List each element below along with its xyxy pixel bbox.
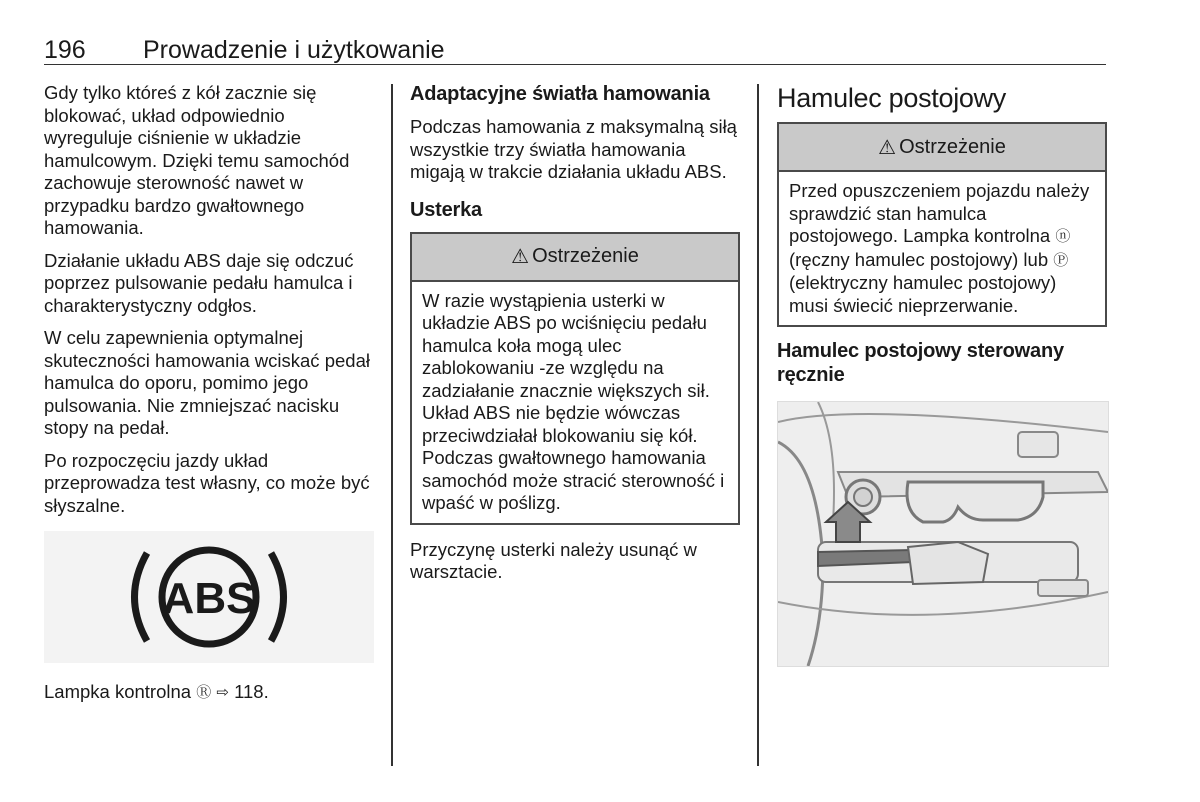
reference-arrow-icon: ⇨ — [216, 684, 229, 701]
warning-triangle-icon: ⚠ — [511, 246, 530, 268]
section-heading: Hamulec postojowy sterowany ręcznie — [777, 340, 1064, 386]
section-heading: Adaptacyjne światła hamowania — [410, 83, 710, 105]
paragraph: Przyczynę usterki należy usunąć w warsztacie. — [410, 538, 697, 582]
handbrake-illustration — [778, 402, 1108, 666]
warning-header — [412, 234, 738, 282]
paragraph: Po rozpoczęciu jazdy układ przeprowadza test własny, co może być słyszalne. — [44, 449, 370, 516]
warning-text — [779, 172, 1105, 325]
abs-warning-lamp-figure — [44, 531, 374, 663]
warning-title: Ostrzeżenie — [899, 135, 1006, 158]
warning-box — [410, 232, 740, 525]
page-title: Prowadzenie i użytkowanie — [143, 36, 445, 64]
parking-brake-lamp-icon: Ⓟ — [1053, 251, 1069, 269]
brake-lamp-icon: ⓝ — [1055, 228, 1071, 245]
column-left — [44, 82, 374, 715]
page-number: 196 — [44, 36, 86, 64]
abs-lamp-icon — [44, 531, 374, 663]
caption — [44, 681, 374, 705]
paragraph: Podczas hamowania z maksymalną siłą wszystkie trzy światła hamowania migają w trakcie działania układu ABS. — [410, 116, 737, 182]
caption-text: Lampka kontrolna — [44, 681, 192, 702]
section-heading: Usterka — [410, 198, 482, 221]
column-right — [777, 82, 1107, 667]
paragraph: Gdy tylko któreś z kół zacznie się blokować, układ odpowiednio wyreguluje ciśnienie w układzie hamulcowym. Dzięki temu samochód zachowuje sterowność nawet w przypadku bardzo gwałtownego hamowania. — [44, 82, 350, 238]
handbrake-photo — [777, 401, 1109, 667]
column-middle — [410, 82, 740, 594]
column-divider — [757, 84, 759, 766]
abs-lamp-icon: Ⓡ — [196, 684, 212, 701]
warning-text: W razie wystąpienia usterki w układzie ABS po wciśnięciu pedału hamulca koła mogą ulec zablokowaniu -ze względu na zadziałanie znacznie większych sił. Układ ABS nie będzie wówczas przeciwdziałał blokowaniu się kół. Podczas gwałtownego hamowania samochód może stracić sterowność i wpaść w poślizg. — [422, 289, 725, 513]
warning-title: Ostrzeżenie — [532, 245, 639, 267]
column-divider — [391, 84, 393, 766]
page-reference: 118. — [234, 681, 269, 702]
page-header — [44, 34, 1106, 65]
section-title: Hamulec postojowy — [777, 83, 1007, 113]
abs-symbol-text: ABS — [162, 574, 256, 623]
paragraph: W celu zapewnienia optymalnej skuteczności hamowania wciskać pedał hamulca do oporu, pomimo jego pulsowania. Nie zmniejszać nacisku stopy na pedał. — [44, 327, 370, 438]
paragraph: Działanie układu ABS daje się odczuć poprzez pulsowanie pedału hamulca i charakterystyczny odgłos. — [44, 249, 354, 316]
warning-triangle-icon: ⚠ — [878, 136, 897, 159]
warning-text-part: Przed opuszczeniem pojazdu należy sprawdzić stan hamulca postojowego. Lampka kontrolna — [789, 180, 1090, 246]
warning-text-part: (elektryczny hamulec postojowy) musi świecić nieprzerwanie. — [789, 272, 1057, 316]
warning-text-part: (ręczny hamulec postojowy) lub — [789, 248, 1049, 270]
warning-box — [777, 122, 1107, 327]
warning-header — [779, 124, 1105, 172]
